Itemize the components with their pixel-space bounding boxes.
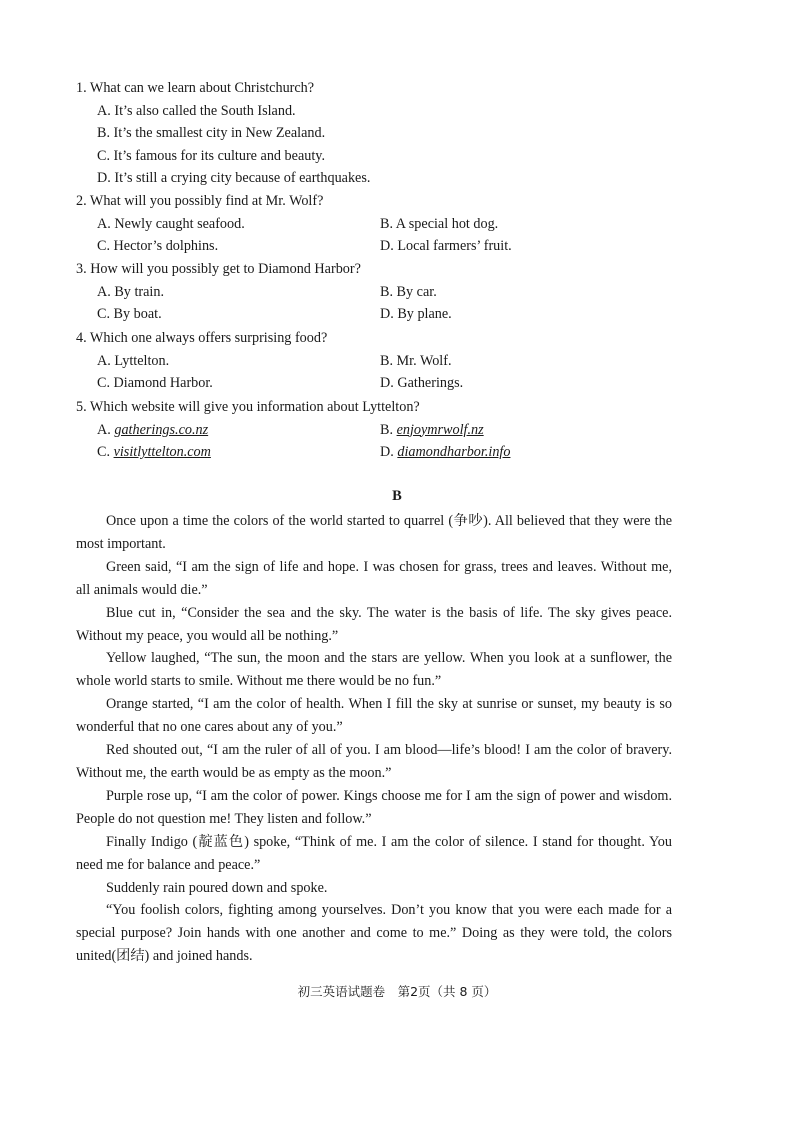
option-letter: C.: [97, 444, 114, 461]
question-4: [76, 327, 672, 395]
website-link: diamondharbor.info: [397, 444, 511, 461]
option: C. It’s famous for its culture and beauty.: [97, 147, 325, 164]
paragraph: Green said, “I am the sign of life and hope. I was chosen for grass, trees and leaves. Without me, all animals would die.”: [76, 558, 672, 598]
option-row: [76, 235, 672, 258]
paragraph: “You foolish colors, fighting among yourselves. Don’t you know that you were each made for a special purpose? Join hands with one another and come to me.” Doing as they were told, the colors united(团结) and joined hands.: [76, 902, 672, 965]
option-row: [76, 303, 672, 326]
paragraph: Suddenly rain poured down and spoke.: [106, 879, 328, 896]
question-2: [76, 190, 672, 258]
option: [380, 419, 484, 442]
option: D. Local farmers’ fruit.: [380, 238, 512, 255]
website-link: visitlyttelton.com: [113, 444, 211, 461]
website-link: enjoymrwolf.nz: [396, 421, 484, 438]
paragraph: Red shouted out, “I am the ruler of all of you. I am blood—life’s blood! I am the color of bravery. Without me, the earth would be as empty as the moon.”: [76, 742, 672, 781]
option: D. Gatherings.: [380, 375, 464, 392]
paragraph: Yellow laughed, “The sun, the moon and the stars are yellow. When you look at a sunflower, the whole world starts to smile. Without me there would be no fun.”: [76, 650, 672, 690]
option-row: [76, 213, 672, 236]
option: A. It’s also called the South Island.: [97, 102, 296, 119]
paragraph: Once upon a time the colors of the world started to quarrel (争吵). All believed that they were the most important.: [76, 513, 672, 552]
question-stem: 1. What can we learn about Christchurch?: [76, 80, 315, 96]
option: [380, 441, 510, 464]
paragraph: Purple rose up, “I am the color of power. Kings choose me for I am the sign of power and wisdom. People do not question me! They listen and follow.”: [76, 787, 672, 827]
option: C. Diamond Harbor.: [97, 375, 213, 392]
option: B. It’s the smallest city in New Zealand.: [97, 125, 326, 142]
option: A. By train.: [97, 283, 164, 300]
option: C. By boat.: [97, 306, 162, 323]
option: D. It’s still a crying city because of earthquakes.: [97, 170, 371, 187]
option: B. A special hot dog.: [380, 215, 499, 232]
option-letter: D.: [380, 444, 398, 461]
option-row: [76, 281, 672, 304]
option-row: [76, 350, 672, 373]
paragraph: Orange started, “I am the color of health. When I fill the sky at sunrise or sunset, my beauty is so wonderful that no one cares about any of you.”: [76, 696, 672, 736]
option: [97, 441, 211, 464]
option: C. Hector’s dolphins.: [97, 238, 219, 255]
question-5: [76, 396, 672, 464]
option: [97, 419, 208, 442]
option-letter: A.: [97, 421, 115, 438]
reading-passage: [76, 510, 672, 968]
option-row: [76, 372, 672, 395]
paragraph: Blue cut in, “Consider the sea and the sky. The water is the basis of life. The sky gives peace. Without my peace, you would all be nothing.”: [76, 604, 672, 644]
option: B. Mr. Wolf.: [380, 352, 452, 369]
option-row: [76, 441, 672, 464]
website-link: gatherings.co.nz: [114, 421, 209, 438]
question-stem: 3. How will you possibly get to Diamond Harbor?: [76, 261, 361, 277]
question-1: [76, 77, 672, 190]
option-row: [76, 419, 672, 442]
paragraph: Finally Indigo (靛蓝色) spoke, “Think of me. I am the color of silence. I stand for thought. You need me for balance and peace.”: [76, 833, 672, 873]
question-stem: 4. Which one always offers surprising food?: [76, 330, 328, 346]
section-heading: B: [392, 488, 402, 504]
page-footer: 初三英语试题卷 第2页（共 8 页）: [297, 984, 497, 999]
option: D. By plane.: [380, 306, 452, 323]
question-stem: 5. Which website will give you information about Lyttelton?: [76, 399, 420, 415]
option-letter: B.: [380, 421, 397, 438]
question-3: [76, 258, 672, 326]
option: B. By car.: [380, 283, 437, 300]
option: A. Lyttelton.: [97, 352, 170, 369]
option: A. Newly caught seafood.: [97, 215, 245, 232]
question-stem: 2. What will you possibly find at Mr. Wolf?: [76, 193, 324, 209]
